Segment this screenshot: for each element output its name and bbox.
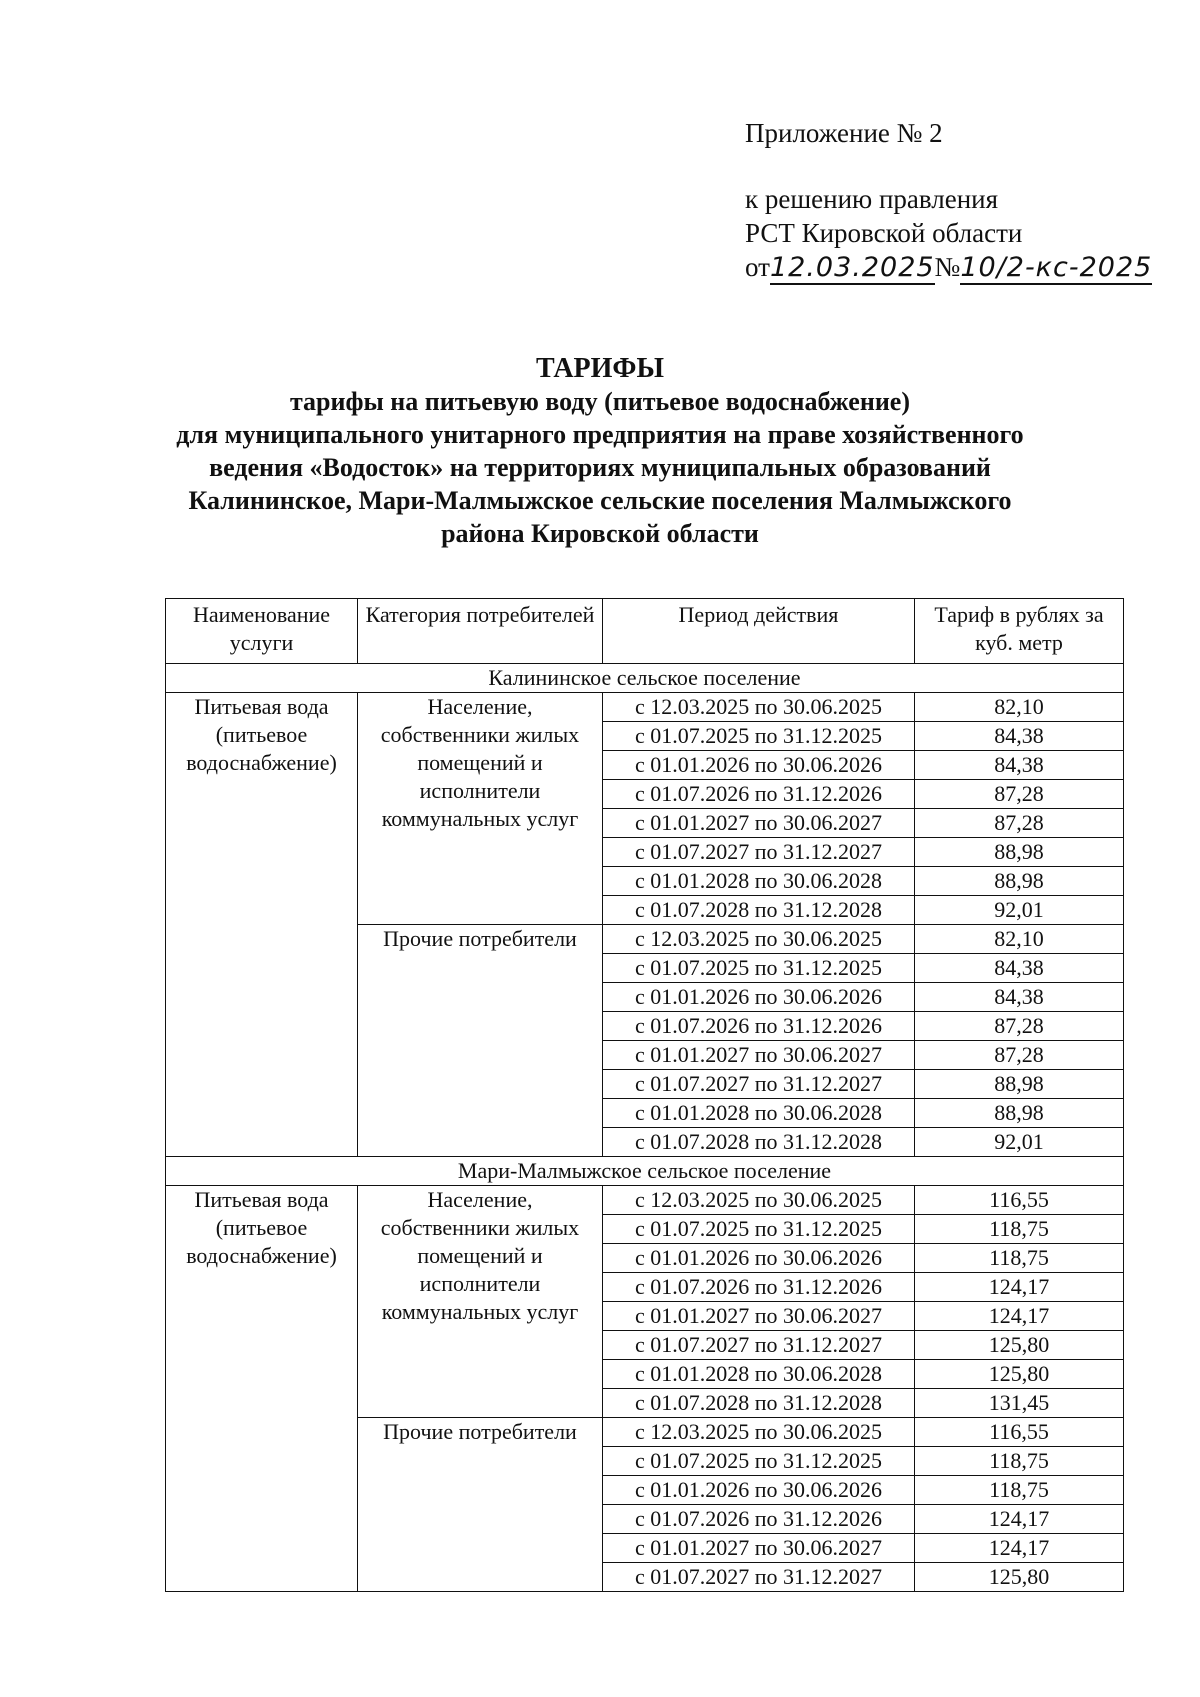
period-cell: с 01.07.2025 по 31.12.2025 (603, 722, 915, 751)
tariff-cell: 84,38 (915, 722, 1124, 751)
period-cell: с 01.07.2026 по 31.12.2026 (603, 1273, 915, 1302)
appendix-line-1: к решению правления (745, 184, 999, 214)
tariff-cell: 87,28 (915, 780, 1124, 809)
period-cell: с 01.01.2028 по 30.06.2028 (603, 1099, 915, 1128)
title-line-2: для муниципального унитарного предприятия на праве хозяйственного (176, 420, 1024, 449)
tariff-cell: 118,75 (915, 1476, 1124, 1505)
period-cell: с 01.01.2027 по 30.06.2027 (603, 1302, 915, 1331)
tariff-cell: 84,38 (915, 983, 1124, 1012)
appendix-title: Приложение № 2 (745, 118, 943, 148)
section-name: Мари-Малмыжское сельское поселение (166, 1157, 1124, 1186)
period-cell: с 01.07.2025 по 31.12.2025 (603, 1447, 915, 1476)
category-cell: Прочие потребители (358, 925, 603, 1157)
tariff-cell: 87,28 (915, 1012, 1124, 1041)
tariff-cell: 124,17 (915, 1534, 1124, 1563)
header-period: Период действия (603, 599, 915, 664)
header-service: Наименование услуги (166, 599, 358, 664)
period-cell: с 01.07.2027 по 31.12.2027 (603, 1070, 915, 1099)
category-cell: Население, собственники жилых помещений и исполнители коммунальных услуг (358, 693, 603, 925)
tariff-cell: 125,80 (915, 1331, 1124, 1360)
header-tariff: Тариф в рублях за куб. метр (915, 599, 1124, 664)
period-cell: с 01.01.2027 по 30.06.2027 (603, 1041, 915, 1070)
category-cell: Прочие потребители (358, 1418, 603, 1592)
tariff-cell: 92,01 (915, 1128, 1124, 1157)
tariff-cell: 124,17 (915, 1505, 1124, 1534)
period-cell: с 12.03.2025 по 30.06.2025 (603, 1186, 915, 1215)
period-cell: с 12.03.2025 по 30.06.2025 (603, 925, 915, 954)
tariff-cell: 87,28 (915, 1041, 1124, 1070)
period-cell: с 01.01.2026 по 30.06.2026 (603, 751, 915, 780)
tariff-cell: 82,10 (915, 925, 1124, 954)
period-cell: с 01.07.2027 по 31.12.2027 (603, 1331, 915, 1360)
table-body (166, 664, 1124, 1592)
table-row (166, 693, 1124, 722)
tariff-table (165, 598, 1124, 1592)
period-cell: с 01.07.2025 по 31.12.2025 (603, 1215, 915, 1244)
tariff-cell: 116,55 (915, 1418, 1124, 1447)
period-cell: с 01.07.2025 по 31.12.2025 (603, 954, 915, 983)
tariff-cell: 84,38 (915, 954, 1124, 983)
title-line-3: ведения «Водосток» на территориях муниципальных образований (209, 453, 991, 482)
tariff-cell: 125,80 (915, 1563, 1124, 1592)
period-cell: с 01.01.2028 по 30.06.2028 (603, 1360, 915, 1389)
section-row (166, 664, 1124, 693)
tariff-cell: 118,75 (915, 1244, 1124, 1273)
tariff-cell: 124,17 (915, 1273, 1124, 1302)
tariff-cell: 84,38 (915, 751, 1124, 780)
period-cell: с 12.03.2025 по 30.06.2025 (603, 1418, 915, 1447)
tariff-cell: 124,17 (915, 1302, 1124, 1331)
handwritten-date: 12.03.2025 (769, 252, 935, 283)
period-cell: с 01.07.2028 по 31.12.2028 (603, 1128, 915, 1157)
number-prefix: № (934, 252, 961, 282)
tariff-cell: 131,45 (915, 1389, 1124, 1418)
title-line-1: тарифы на питьевую воду (питьевое водоснабжение) (289, 387, 911, 416)
document-title (0, 352, 1200, 550)
period-cell: с 01.07.2026 по 31.12.2026 (603, 1012, 915, 1041)
period-cell: с 01.01.2026 по 30.06.2026 (603, 983, 915, 1012)
period-cell: с 12.03.2025 по 30.06.2025 (603, 693, 915, 722)
section-name: Калининское сельское поселение (166, 664, 1124, 693)
section-row (166, 1157, 1124, 1186)
period-cell: с 01.07.2026 по 31.12.2026 (603, 1505, 915, 1534)
appendix-line-2: РСТ Кировской области (745, 218, 1023, 248)
period-cell: с 01.07.2027 по 31.12.2027 (603, 838, 915, 867)
period-cell: с 01.07.2026 по 31.12.2026 (603, 780, 915, 809)
title-main: ТАРИФЫ (536, 353, 664, 384)
tariff-cell: 88,98 (915, 1099, 1124, 1128)
table-row (166, 1186, 1124, 1215)
handwritten-number: 10/2-кс-2025 (960, 252, 1153, 283)
appendix-block (745, 116, 1152, 285)
period-cell: с 01.01.2026 по 30.06.2026 (603, 1476, 915, 1505)
tariff-cell: 82,10 (915, 693, 1124, 722)
tariff-cell: 87,28 (915, 809, 1124, 838)
tariff-cell: 88,98 (915, 867, 1124, 896)
service-name-cell: Питьевая вода (питьевое водоснабжение) (166, 693, 358, 1157)
tariff-cell: 125,80 (915, 1360, 1124, 1389)
period-cell: с 01.07.2028 по 31.12.2028 (603, 1389, 915, 1418)
period-cell: с 01.07.2028 по 31.12.2028 (603, 896, 915, 925)
tariff-cell: 92,01 (915, 896, 1124, 925)
title-line-4: Калининское, Мари-Малмыжское сельские поселения Малмыжского (188, 486, 1012, 515)
date-prefix: от (745, 252, 770, 282)
tariff-cell: 118,75 (915, 1215, 1124, 1244)
appendix-date-line (745, 250, 1152, 285)
category-cell: Население, собственники жилых помещений и исполнители коммунальных услуг (358, 1186, 603, 1418)
period-cell: с 01.01.2027 по 30.06.2027 (603, 1534, 915, 1563)
tariff-cell: 88,98 (915, 838, 1124, 867)
period-cell: с 01.01.2027 по 30.06.2027 (603, 809, 915, 838)
period-cell: с 01.01.2026 по 30.06.2026 (603, 1244, 915, 1273)
period-cell: с 01.07.2027 по 31.12.2027 (603, 1563, 915, 1592)
title-line-5: района Кировской области (441, 519, 759, 548)
tariff-cell: 88,98 (915, 1070, 1124, 1099)
tariff-cell: 116,55 (915, 1186, 1124, 1215)
table-header-row (166, 599, 1124, 664)
tariff-cell: 118,75 (915, 1447, 1124, 1476)
period-cell: с 01.01.2028 по 30.06.2028 (603, 867, 915, 896)
header-category: Категория потребителей (358, 599, 603, 664)
service-name-cell: Питьевая вода (питьевое водоснабжение) (166, 1186, 358, 1592)
